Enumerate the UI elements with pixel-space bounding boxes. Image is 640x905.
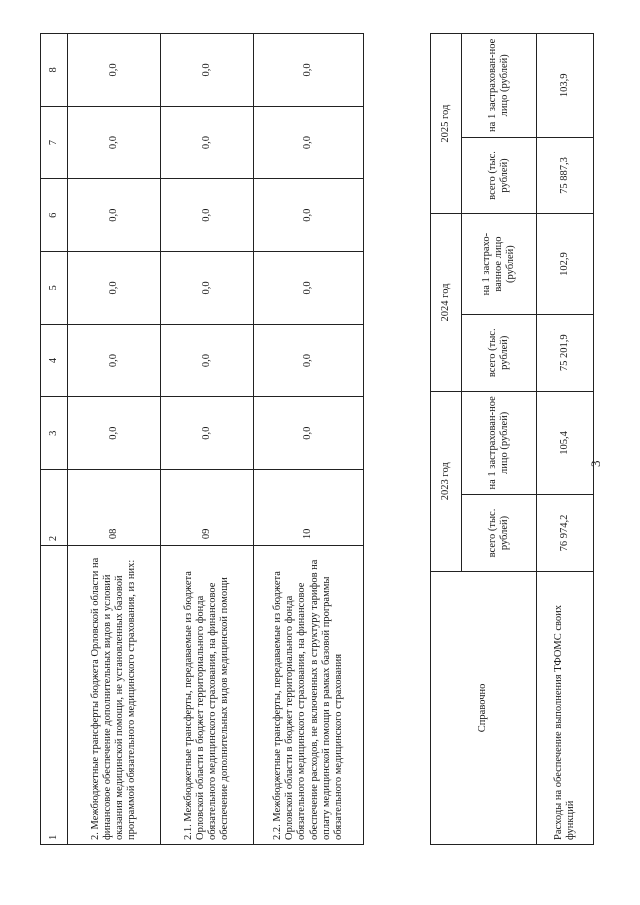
row-value: 0,0 [68, 106, 161, 179]
row-value: 75 887,3 [537, 137, 594, 214]
year-2025-header: 2025 год [431, 34, 462, 214]
sub-header-per-person: на 1 застрахован-ное лицо (рублей) [462, 391, 537, 495]
row-value: 0,0 [68, 324, 161, 397]
row-value: 0,0 [68, 179, 161, 252]
column-header-8: 8 [41, 34, 68, 107]
table-row [537, 34, 594, 845]
sub-header-total: всего (тыс. рублей) [462, 137, 537, 214]
row-value: 0,0 [68, 397, 161, 470]
sub-header-per-person: на 1 застрахован-ное лицо (рублей) [462, 34, 537, 138]
row-name: 2.1. Межбюджетные трансферты, передаваемые из бюджета Орловской области в бюджет территориального фонда обязательного медицинского страхования, на финансовое обеспечение дополнительных видов медицинской помощи [161, 546, 254, 845]
reference-label: Справочно [431, 571, 537, 844]
sub-header-total: всего (тыс. рублей) [462, 495, 537, 572]
main-table [40, 33, 364, 845]
row-value: 0,0 [254, 34, 364, 107]
column-header-2: 2 [41, 470, 68, 546]
year-header-row [431, 34, 462, 845]
row-value: 0,0 [254, 252, 364, 325]
row-value: 0,0 [161, 324, 254, 397]
row-name: 2. Межбюджетные трансферты бюджета Орловской области на финансовое обеспечение дополнительных видов и условий оказания медицинской помощи, не установленных базовой программой обязательного медицинского страхования, из них: [68, 546, 161, 845]
column-header-6: 6 [41, 179, 68, 252]
row-code: 10 [254, 470, 364, 546]
row-value: 0,0 [161, 397, 254, 470]
column-header-5: 5 [41, 252, 68, 325]
page-number: 3 [588, 460, 603, 467]
row-value: 0,0 [161, 106, 254, 179]
sub-header-total: всего (тыс. рублей) [462, 314, 537, 391]
table-row [161, 34, 254, 845]
row-value: 0,0 [68, 252, 161, 325]
table-row [254, 34, 364, 845]
row-name: 2.2. Межбюджетные трансферты, передаваемые из бюджета Орловской области в бюджет территориального фонда обязательного медицинского страхования, на финансовое обеспечение расходов, не включенных в структуру тарифов на оплату медицинской помощи в рамках базовой программы обязательного медицинского страхования [254, 546, 364, 845]
row-value: 0,0 [254, 106, 364, 179]
row-name: Расходы на обеспечение выполнения ТФОМС своих функций [537, 571, 594, 844]
row-code: 08 [68, 470, 161, 546]
column-number-row [41, 34, 68, 845]
row-value: 0,0 [254, 179, 364, 252]
row-value: 0,0 [254, 397, 364, 470]
row-value: 0,0 [254, 324, 364, 397]
table-row [68, 34, 161, 845]
column-header-4: 4 [41, 324, 68, 397]
row-value: 105,4 [537, 391, 594, 495]
row-value: 0,0 [161, 252, 254, 325]
year-2024-header: 2024 год [431, 214, 462, 391]
column-header-1: 1 [41, 546, 68, 845]
row-value: 76 974,2 [537, 495, 594, 572]
reference-table [430, 33, 594, 845]
row-code: 09 [161, 470, 254, 546]
column-header-3: 3 [41, 397, 68, 470]
row-value: 75 201,9 [537, 314, 594, 391]
sub-header-per-person: на 1 застрахо-ванное лицо (рублей) [462, 214, 537, 315]
row-value: 102,9 [537, 214, 594, 315]
row-value: 0,0 [161, 34, 254, 107]
row-value: 103,9 [537, 34, 594, 138]
column-header-7: 7 [41, 106, 68, 179]
row-value: 0,0 [68, 34, 161, 107]
year-2023-header: 2023 год [431, 391, 462, 571]
row-value: 0,0 [161, 179, 254, 252]
